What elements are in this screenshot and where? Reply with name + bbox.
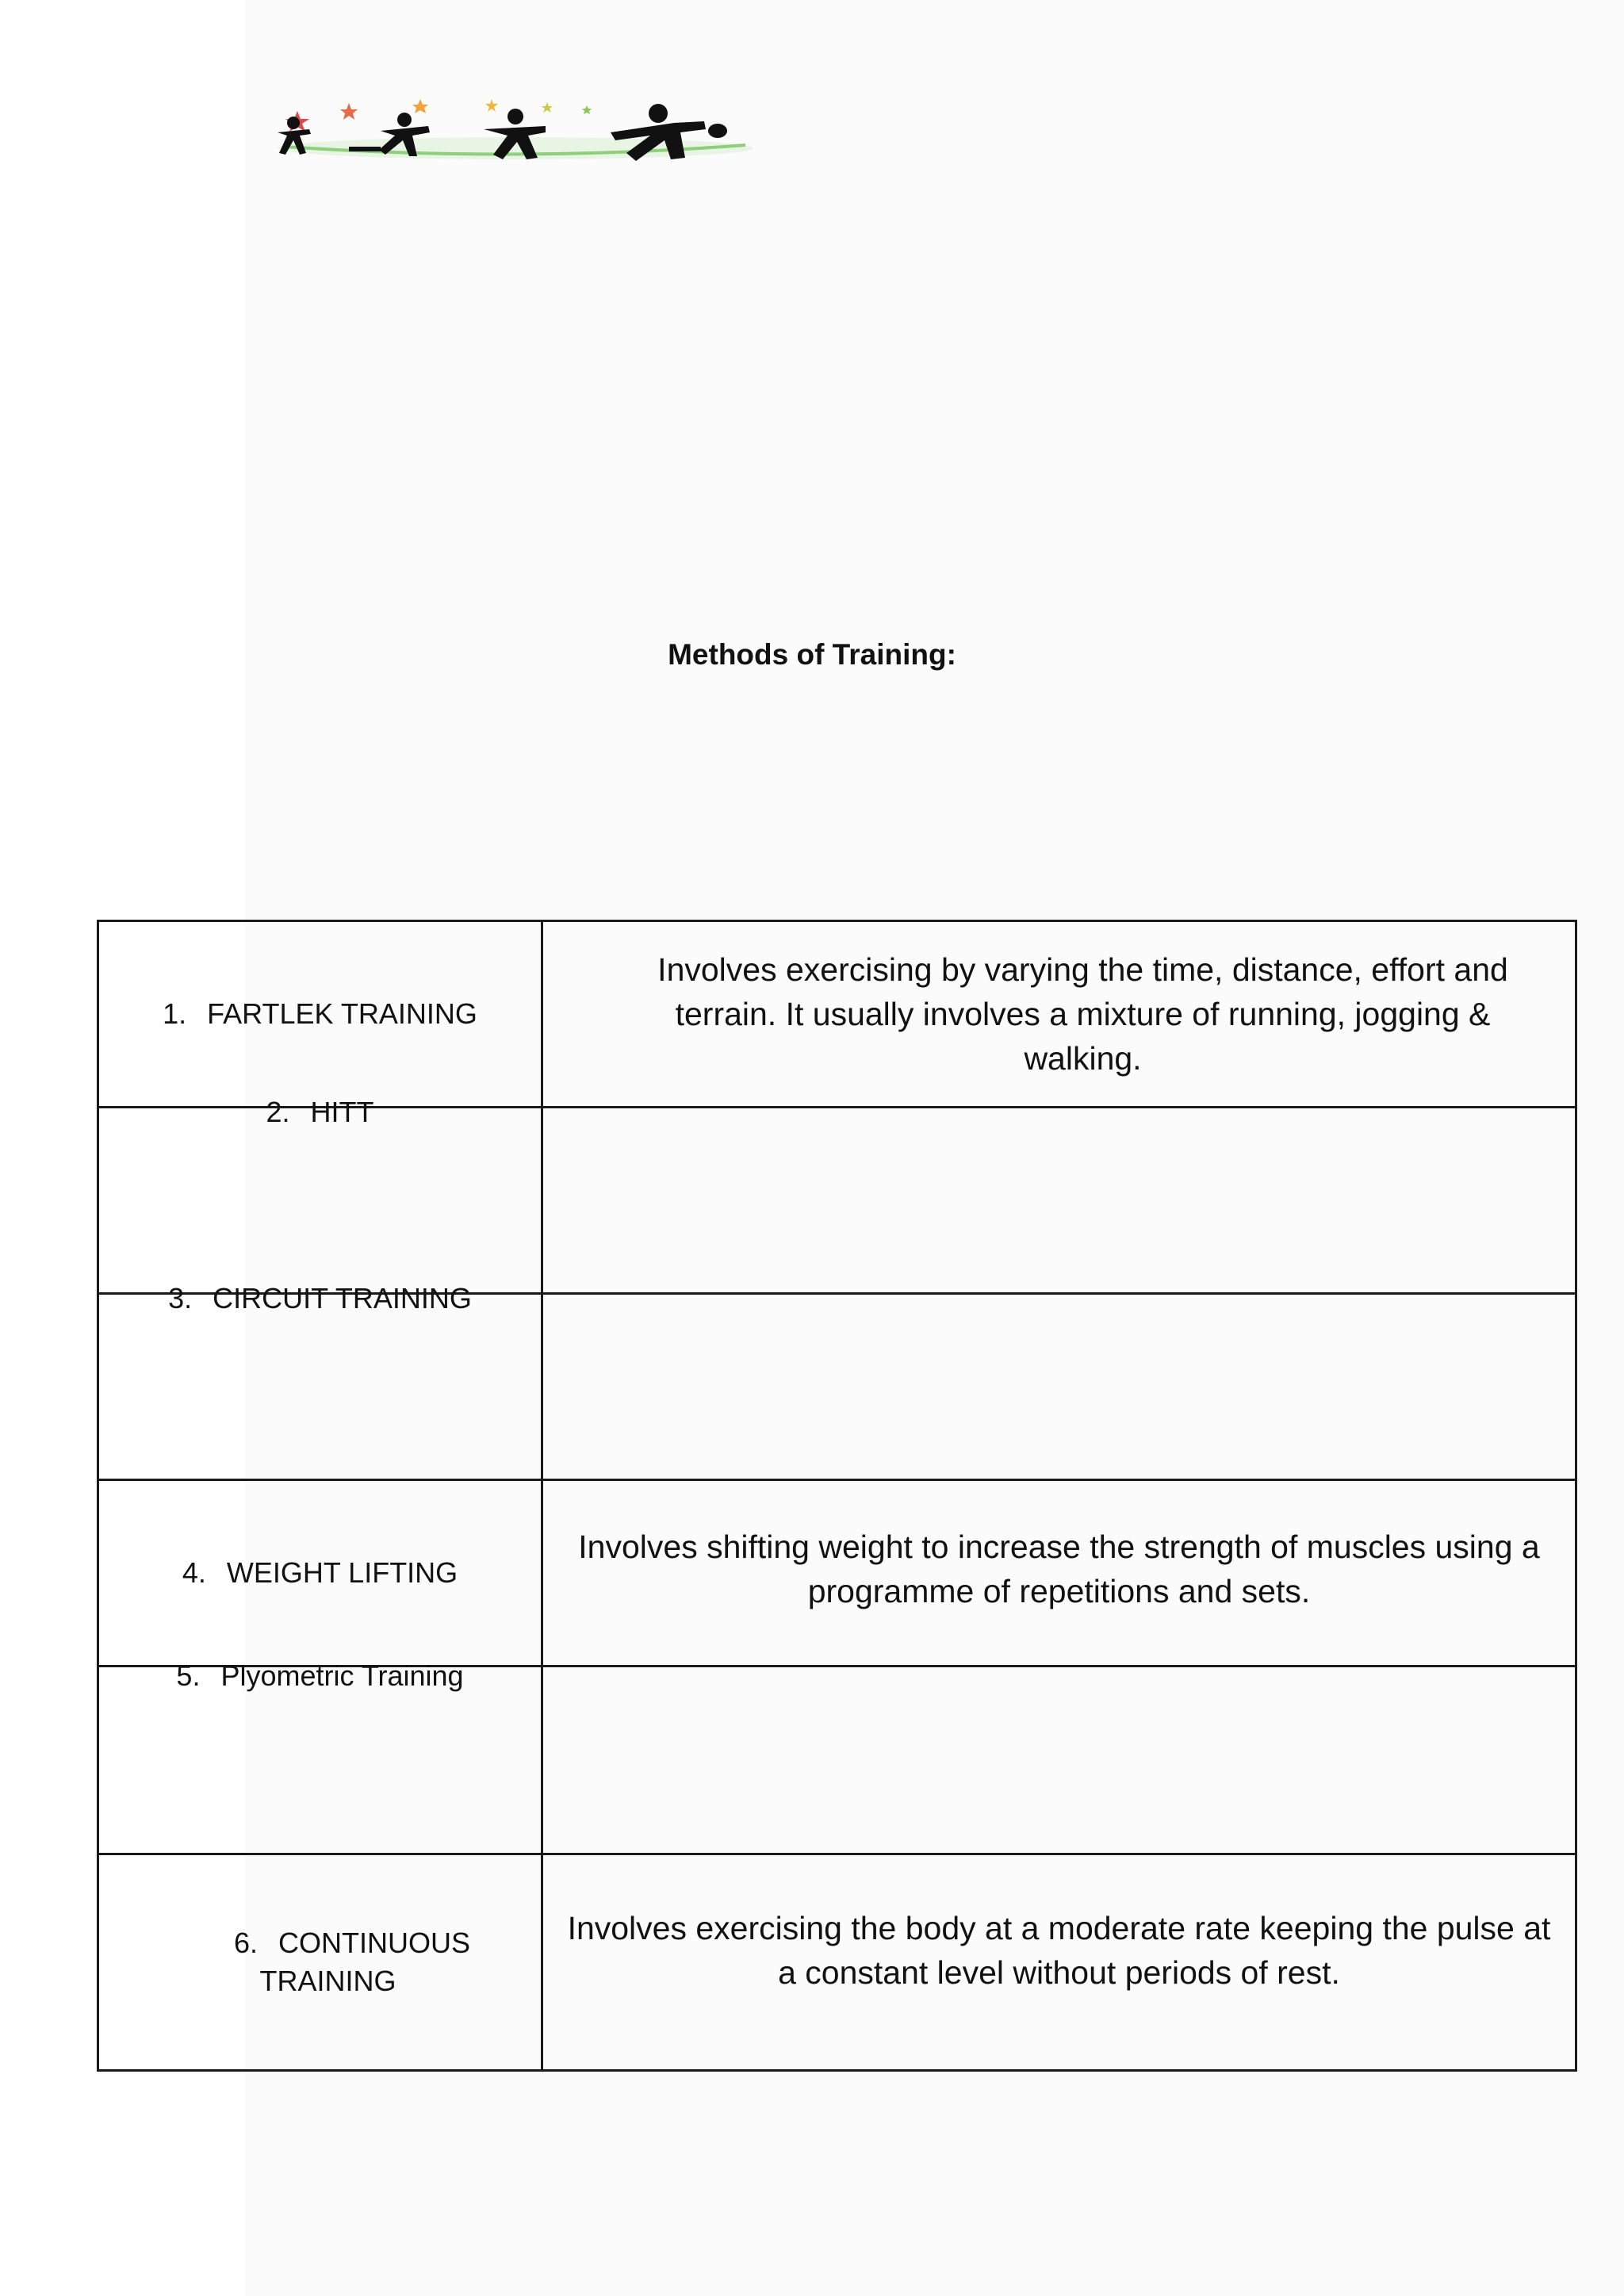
method-cell	[98, 1854, 542, 2071]
method-number: 6.	[234, 1927, 259, 1959]
star-icon	[582, 105, 592, 114]
method-description: Involves shifting weight to increase the strength of muscles using a programme of repetitions and sets.	[578, 1529, 1540, 1609]
method-name: WEIGHT LIFTING	[226, 1556, 458, 1589]
method-name: FARTLEK TRAINING	[207, 997, 477, 1030]
method-cell	[98, 921, 542, 1108]
star-icon	[412, 99, 428, 113]
method-description: Involves exercising the body at a moderate rate keeping the pulse at a constant level without periods of rest.	[567, 1910, 1551, 1991]
description-cell	[542, 1480, 1576, 1667]
description-cell	[542, 1854, 1576, 2071]
table-row	[98, 1667, 1576, 1854]
star-icon	[542, 102, 553, 113]
method-number: 3.	[168, 1282, 193, 1314]
method-cell	[98, 1282, 542, 1480]
method-cell	[98, 1659, 542, 1854]
star-icon	[340, 103, 358, 120]
method-number: 4.	[182, 1556, 206, 1589]
method-name: Plyometric Training	[220, 1659, 464, 1692]
method-number: 1.	[163, 997, 187, 1030]
method-name: CONTINUOUS TRAINING	[259, 1927, 471, 1997]
description-cell	[542, 921, 1576, 1108]
table-row	[98, 1108, 1576, 1294]
table-row	[98, 1294, 1576, 1480]
method-number: 2.	[266, 1096, 290, 1128]
star-icon	[485, 99, 498, 112]
sports-silhouettes-logo	[230, 83, 801, 170]
description-cell	[542, 1108, 1576, 1294]
table-row	[98, 1854, 1576, 2071]
method-name: CIRCUIT TRAINING	[213, 1282, 472, 1314]
method-cell	[98, 1096, 542, 1294]
table-row	[98, 921, 1576, 1108]
description-cell	[542, 1667, 1576, 1854]
method-description: Involves exercising by varying the time, distance, effort and terrain. It usually involves a mixture of running, jogging & walking.	[657, 951, 1508, 1077]
method-name: HITT	[310, 1096, 374, 1128]
training-methods-table	[97, 920, 1577, 2072]
description-cell	[542, 1294, 1576, 1480]
page-title: Methods of Training:	[668, 638, 956, 671]
method-cell	[98, 1480, 542, 1667]
table-row	[98, 1480, 1576, 1667]
method-number: 5.	[176, 1659, 201, 1692]
